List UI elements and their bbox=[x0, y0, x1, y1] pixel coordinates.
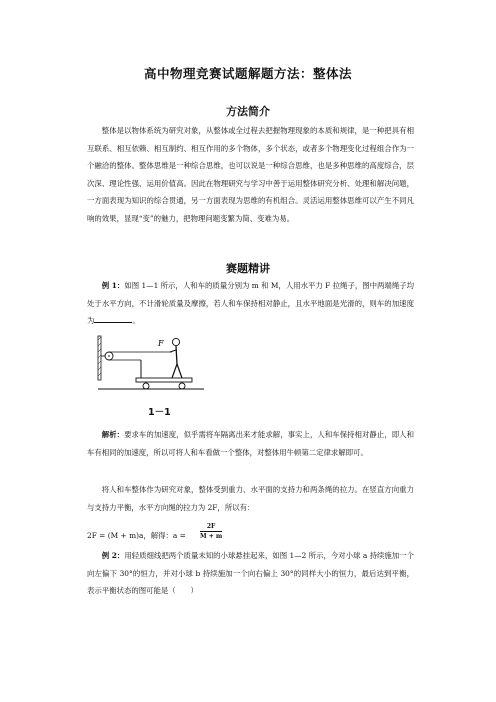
force-label: F bbox=[158, 339, 164, 348]
figure-person-cart bbox=[96, 334, 206, 394]
example-2-paragraph bbox=[87, 547, 414, 600]
cart-wheel-right bbox=[179, 383, 185, 389]
section-heading-examples: 赛题精讲 bbox=[226, 262, 270, 275]
cart bbox=[136, 378, 192, 382]
example-1-paragraph bbox=[87, 277, 414, 330]
example-2-text: 用轻质细线把两个质量未知的小球悬挂起来，如图 1—2 所示，今对小球 a 持续施加一个向左偏下 30°的恒力，并对小球 b 持续施加一个向右偏上 30°的同样大小的恒力，最后达到平衡，表示平衡状态的图可能是（ ） bbox=[87, 551, 414, 595]
answer-blank bbox=[94, 314, 132, 323]
solution-paragraph-2: 将人和车整体作为研究对象，整体受到重力、水平面的支持力和两条绳的拉力。在竖直方向重力与支持力平衡，水平方向绳的拉力为 2F，所以有： bbox=[87, 485, 414, 512]
fraction-denominator: M + m bbox=[200, 533, 223, 540]
solution-text: 要求车的加速度，似乎需将车隔离出来才能求解，事实上，人和车保持相对静止，即人和车有相同的加速度，所以可将人和车看做一个整体，对整体用牛顿第二定律求解即可。 bbox=[87, 430, 414, 457]
cart-wheel-left bbox=[143, 383, 149, 389]
formula-text: 2F = (M + m)a，解得：a = bbox=[87, 531, 186, 540]
example-1-label: 例 1： bbox=[101, 281, 125, 290]
example-2-label: 例 2： bbox=[101, 551, 125, 560]
example-1-text: 如图 1—1 所示，人和车的质量分别为 m 和 M，人用水平力 F 拉绳子，图中两端绳子均处于水平方向，不计滑轮质量及摩擦，若人和车保持相对静止，且水平地面是光滑的，则车的加速度为 bbox=[87, 281, 415, 325]
solution-formula bbox=[87, 530, 186, 541]
formula-fraction bbox=[200, 522, 222, 541]
solution-paragraph bbox=[87, 426, 414, 461]
figure-caption: 1－1 bbox=[148, 407, 171, 418]
fraction-numerator: 2F bbox=[200, 522, 222, 532]
intro-paragraph: 整体是以物体系统为研究对象，从整体或全过程去把握物理现象的本质和规律，是一种把具有相互联系、相互依赖、相互制约、相互作用的多个物体，多个状态，或者多个物理变化过程组合作为一个融洽的整体。整体思维是一种综合思维，也可以说是一种综合思维，也是多种思维的高度综合，层次深、理论性强、运用价值高。因此在物理研究与学习中善于运用整体研究分析、处理和解决问题，一方面表现为知识的综合贯通，另一方面表现为思维的有机组合。灵活运用整体思维可以产生不同凡响的效果，显现“变”的魅力，把物理问题变繁为简、变难为易。 bbox=[87, 126, 414, 223]
page-title: 高中物理竞赛试题解题方法：整体法 bbox=[143, 66, 352, 81]
person-head bbox=[172, 338, 179, 345]
section-heading-intro: 方法简介 bbox=[226, 105, 270, 118]
solution-label: 解析： bbox=[101, 430, 125, 439]
example-1-end: 。 bbox=[132, 316, 140, 325]
